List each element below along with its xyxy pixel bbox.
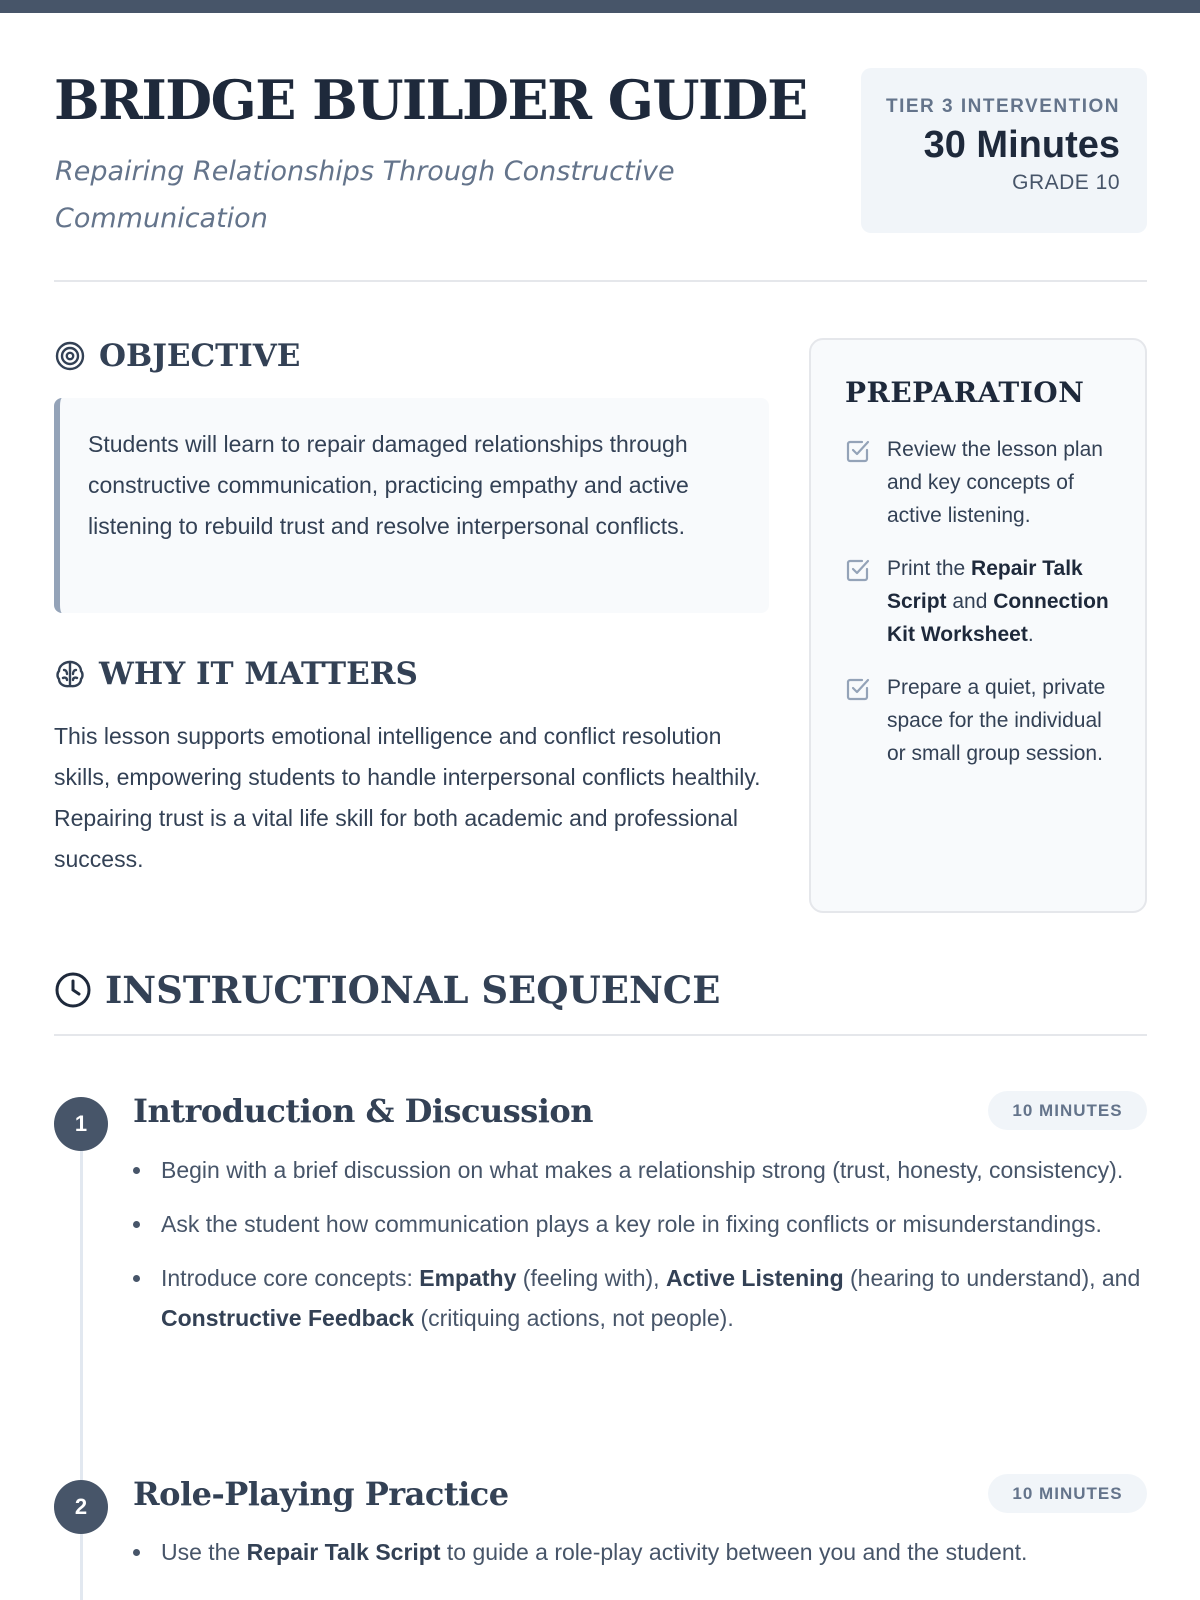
checkbox-icon (845, 676, 873, 707)
header-divider (54, 280, 1147, 282)
objective-text: Students will learn to repair damaged relationships through constructive communication, practicing empathy and active listening to rebuild trust and resolve interpersonal conflicts. (88, 431, 689, 539)
bullet-text-segment: to guide a role-play activity between you and the student. (440, 1539, 1028, 1565)
step-title: Role-Playing Practice (133, 1475, 509, 1513)
why-heading-text: WHY IT MATTERS (99, 656, 418, 692)
sequence-divider (54, 1034, 1147, 1036)
bullet-text-segment: (feeling with), (516, 1265, 666, 1291)
bullet-text-segment: Introduce core concepts: (161, 1265, 420, 1291)
step-number-badge: 2 (54, 1480, 108, 1534)
sequence-heading (54, 968, 720, 1012)
grade-level: GRADE 10 (1012, 171, 1120, 194)
list-item (133, 1532, 1143, 1572)
step-title: Introduction & Discussion (133, 1092, 594, 1130)
tier-info-card (861, 68, 1147, 233)
prep-item-text: Review the lesson plan and key concepts of active listening. (887, 438, 1103, 527)
step-number-badge: 1 (54, 1097, 108, 1151)
objective-heading (54, 338, 300, 374)
prep-item-text (887, 552, 1121, 651)
clock-icon (54, 971, 92, 1009)
sequence-heading-text: INSTRUCTIONAL SEQUENCE (105, 968, 721, 1012)
checkbox-icon (845, 438, 873, 469)
why-text: This lesson supports emotional intelligence and conflict resolution skills, empowering students to handle interpersonal conflicts healthily. Repairing trust is a vital life skill for both academic and professional success. (54, 723, 761, 872)
list-item: Ask the student how communication plays a key role in fixing conflicts or misunderstandings. (133, 1204, 1143, 1244)
prep-item (845, 671, 1121, 770)
step-bullet-list (133, 1150, 1143, 1352)
prep-text-segment: Print the (887, 557, 972, 580)
prep-text-segment: . (1027, 623, 1034, 646)
objective-box (54, 398, 769, 613)
bullet-text-segment: (critiquing actions, not people). (414, 1305, 734, 1331)
page-subtitle: Repairing Relationships Through Constructive Communication (55, 156, 675, 234)
prep-item-text: Prepare a quiet, private space for the individual or small group session. (887, 676, 1106, 765)
page-title: BRIDGE BUILDER GUIDE (54, 68, 807, 132)
list-item (133, 1258, 1143, 1338)
connection-kit-worksheet-ref: Connection Kit Worksheet (887, 590, 1109, 646)
step-duration-badge: 10 MINUTES (988, 1091, 1147, 1130)
concept-empathy: Empathy (419, 1265, 517, 1291)
top-accent-bar (0, 0, 1200, 13)
why-heading (54, 656, 418, 692)
list-item: Begin with a brief discussion on what makes a relationship strong (trust, honesty, consistency). (133, 1150, 1143, 1190)
session-duration: 30 Minutes (923, 124, 1120, 166)
bullet-text-segment: (hearing to understand), and (843, 1265, 1141, 1291)
brain-icon (54, 658, 86, 690)
preparation-card (809, 338, 1147, 913)
objective-heading-text: OBJECTIVE (99, 338, 301, 374)
prep-item (845, 433, 1121, 532)
repair-talk-script-ref: Repair Talk Script (246, 1539, 441, 1565)
prep-text-segment: and (946, 590, 994, 613)
tier-label: TIER 3 INTERVENTION (885, 96, 1120, 117)
checkbox-icon (845, 557, 873, 588)
concept-constructive-feedback: Constructive Feedback (161, 1305, 415, 1331)
preparation-heading: PREPARATION (845, 376, 1085, 409)
step-duration-badge: 10 MINUTES (988, 1474, 1147, 1513)
concept-active-listening: Active Listening (665, 1265, 844, 1291)
step-bullet-list (133, 1532, 1143, 1586)
prep-item (845, 552, 1121, 651)
target-icon (54, 340, 86, 372)
bullet-text-segment: Use the (161, 1539, 247, 1565)
repair-talk-script-ref: Repair Talk Script (887, 557, 1083, 613)
